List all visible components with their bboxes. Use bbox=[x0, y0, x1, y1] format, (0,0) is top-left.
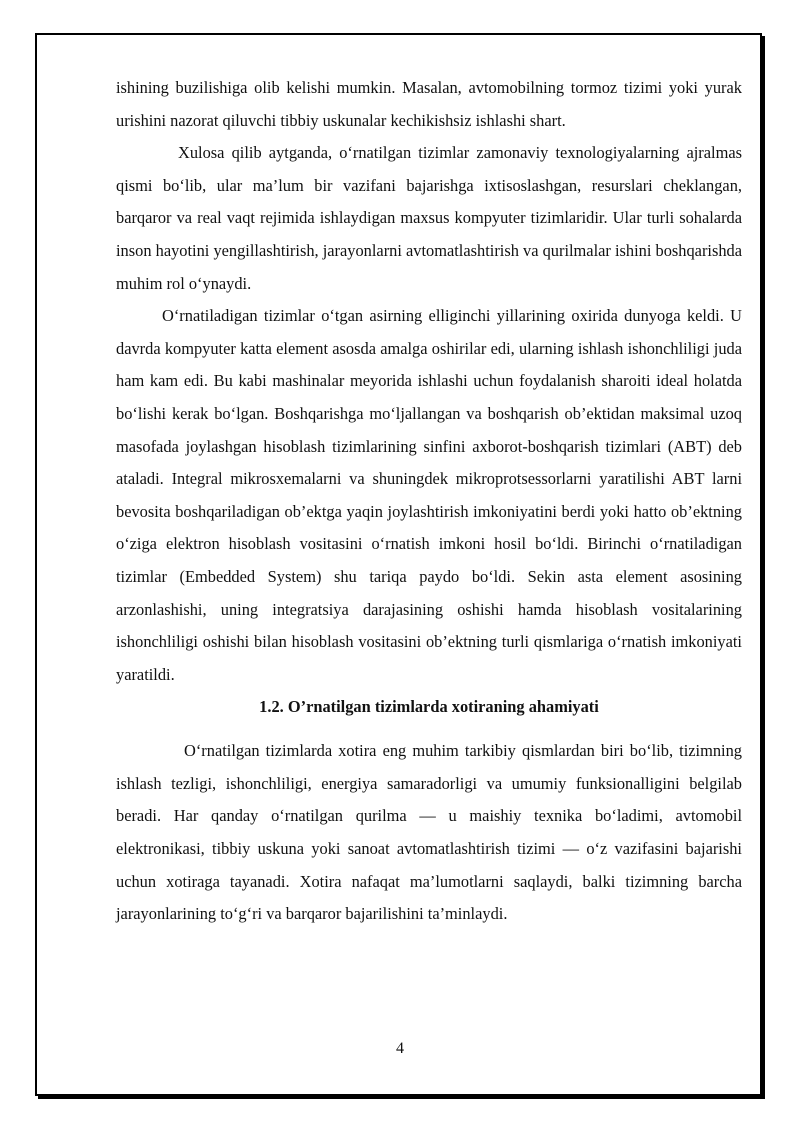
document-body bbox=[116, 72, 742, 931]
paragraph-continuation: ishining buzilishiga olib kelishi mumkin. Masalan, avtomobilning tormoz tizimi yoki yurak urishini nazorat qiluvchi tibbiy uskunalar kechikishsiz ishlashi shart. bbox=[116, 78, 742, 130]
paragraph-history: O‘rnatiladigan tizimlar o‘tgan asirning elliginchi yillarining oxirida dunyoga keldi. U davrda kompyuter katta element asosda amalga oshirilar edi, ularning ishlash ishonchliligi juda ham kam edi. Bu kabi mashinalar meyorida ishlashi uchun foydalanish sharoiti ideal holatda bo‘lishi kerak bo‘lgan. Boshqarishga mo‘ljallangan va boshqarish ob’ektidan maksimal uzoq masofada joylashgan hisoblash tizimlarining sinfini axborot-boshqarish tizimlari (ABT) deb ataladi. Integral mikrosxemalarni va shuningdek mikroprotsessorlarni yaratilishi ABT larni bevosita boshqariladigan ob’ektga yaqin joylashtirish imkoniyatini berdi yoki hatto ob’ektning o‘ziga elektron hisoblash vositasini o‘rnatish imkoni hosil bo‘ldi. Birinchi o‘rnatiladigan tizimlar (Embedded System) shu tariqa paydo bo‘ldi. Sekin asta element asosining arzonlashishi, uning integratsiya darajasining oshishi hamda hisoblash vositalarining ishonchliligi oshishi bilan hisoblash vositasini ob’ektning turli qismlariga o‘rnatish imkoniyati yaratildi. bbox=[116, 306, 742, 684]
paragraph-memory: O‘rnatilgan tizimlarda xotira eng muhim tarkibiy qismlardan biri bo‘lib, tizimning ishlash tezligi, ishonchliligi, energiya samaradorligi va umumiy funksionalligini belgilab beradi. Har qanday o‘rnatilgan qurilma — u maishiy texnika bo‘ladimi, avtomobil elektronikasi, tibbiy uskuna yoki sanoat avtomatlashtirish tizimi — o‘z vazifasini bajarishi uchun xotiraga tayanadi. Xotira nafaqat ma’lumotlarni saqlaydi, balki tizimning barcha jarayonlarining to‘g‘ri va barqaror bajarilishini ta’minlaydi. bbox=[116, 741, 742, 924]
page-number: 4 bbox=[396, 1040, 404, 1057]
section-heading: 1.2. O’rnatilgan tizimlarda xotiraning ahamiyati bbox=[259, 697, 599, 717]
paragraph-conclusion: Xulosa qilib aytganda, o‘rnatilgan tizimlar zamonaviy texnologiyalarning ajralmas qismi bo‘lib, ular ma’lum bir vazifani bajarishga ixtisoslashgan, resurslari cheklangan, barqaror va real vaqt rejimida ishlaydigan maxsus kompyuter tizimlaridir. Ular turli sohalarda inson hayotini yengillashtirish, jarayonlarni avtomatlashtirish va qurilmalar ishini boshqarishda muhim rol o‘ynaydi. bbox=[116, 143, 742, 293]
